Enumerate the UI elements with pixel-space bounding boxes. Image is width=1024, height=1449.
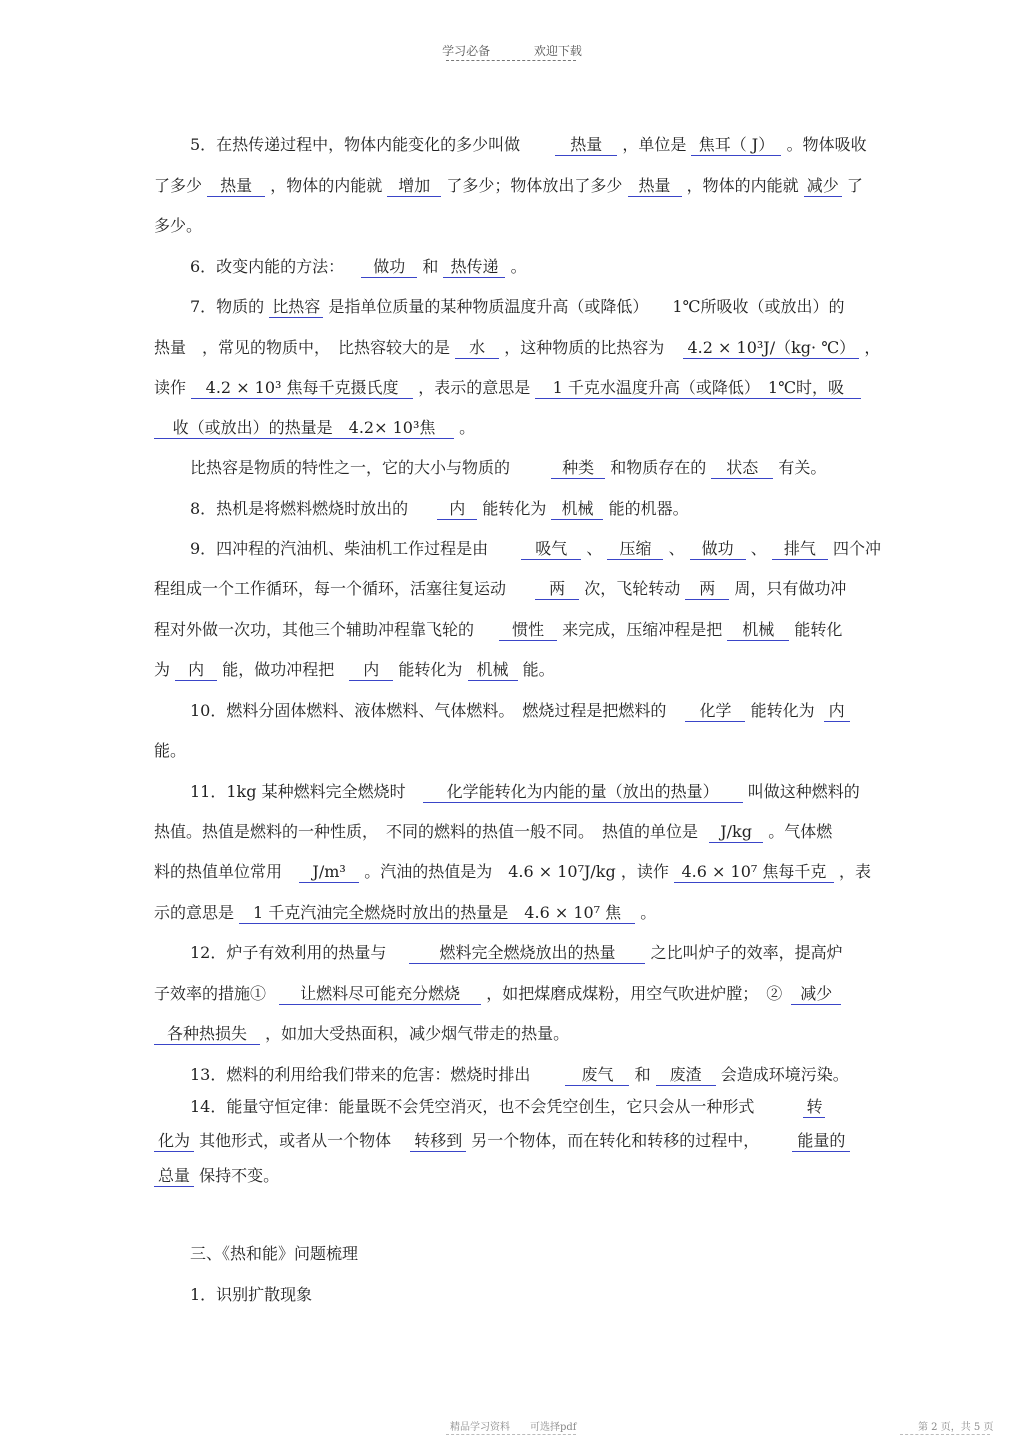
text: 程对外做一次功，其他三个辅助冲程靠飞轮的 [154, 620, 475, 639]
text: 热值。热值是燃料的一种性质， 不同的燃料的热值一般不同。 热值的单位是 [154, 822, 699, 841]
answer-blank: 机械 [727, 620, 789, 641]
answer-blank: 1 千克汽油完全燃烧时放出的热量是 4.6 × 10⁷ 焦 [239, 903, 635, 924]
footer-divider [446, 1434, 576, 1435]
answer-blank: 热量 [207, 176, 265, 197]
answer-blank: 减少 [791, 984, 841, 1005]
text: 能转化为 [750, 701, 815, 720]
text: 7．物质的 [190, 297, 265, 316]
answer-blank: 内 [824, 701, 850, 722]
answer-blank: 减少 [804, 176, 842, 197]
text: 能。 [522, 660, 555, 679]
q5-line2 [154, 175, 863, 197]
q9-line1 [190, 538, 881, 560]
answer-blank: 4.2 × 10³J/（kg· ℃） [683, 338, 859, 359]
q11-line2 [154, 821, 832, 843]
answer-blank: 转 [803, 1097, 825, 1118]
answer-blank: 化学 [685, 701, 745, 722]
q9-line3 [154, 619, 842, 641]
text: 、 [586, 539, 603, 558]
text: ，表示的意思是 [418, 378, 531, 397]
answer-blank: 机械 [551, 499, 603, 520]
q7-line2 [154, 337, 880, 359]
text: 。 [640, 903, 657, 922]
q12-line3 [154, 1023, 569, 1045]
text: 11．1kg 某种燃料完全燃烧时 [190, 782, 406, 801]
text: 示的意思是 [154, 903, 235, 922]
q14-line1 [190, 1096, 825, 1118]
text: 会造成环境污染。 [720, 1065, 849, 1084]
footer-left: 精品学习资料 可选择pdf [450, 1422, 577, 1433]
answer-blank: 化为 [154, 1131, 194, 1152]
text: 。 [459, 418, 476, 437]
answer-blank: 惯性 [499, 620, 557, 641]
text: 子效率的措施① [154, 984, 267, 1003]
header-right: 欢迎下载 [533, 44, 582, 58]
text: 、 [750, 539, 767, 558]
answer-blank: 废气 [565, 1065, 629, 1086]
q10-line1 [190, 700, 850, 722]
text: 13．燃料的利用给我们带来的危害：燃烧时排出 [190, 1065, 531, 1084]
text: 能的机器。 [608, 499, 689, 518]
answer-blank: 水 [455, 338, 499, 359]
q10-line2: 能。 [154, 741, 187, 760]
text: 6．改变内能的方法： [190, 257, 345, 276]
q13-line [190, 1064, 849, 1086]
text: 12．炉子有效利用的热量与 [190, 943, 387, 962]
answer-blank: 做功 [690, 539, 746, 560]
answer-blank: 比热容 [269, 297, 323, 318]
text: 、 [668, 539, 685, 558]
section-3-title: 三、《热和能》问题梳理 [190, 1244, 359, 1263]
answer-blank: 化学能转化为内能的量（放出的热量） [423, 782, 743, 803]
answer-blank: 两 [685, 579, 729, 600]
text: 能转化为 [398, 660, 463, 679]
text: ，如加大受热面积，减少烟气带走的热量。 [265, 1024, 570, 1043]
text: 叫做这种燃料的 [747, 782, 860, 801]
answer-blank: 两 [535, 579, 579, 600]
header-divider [446, 60, 576, 61]
answer-blank: 能量的 [792, 1131, 850, 1152]
answer-blank: 1 千克水温度升高（或降低） 1℃时，吸 [535, 378, 861, 399]
answer-blank: 总量 [154, 1166, 194, 1187]
text: 比热容是物质的特性之一，它的大小与物质的 [190, 458, 511, 477]
section-3-item-1: 1．识别扩散现象 [190, 1285, 313, 1304]
answer-blank: 做功 [361, 257, 417, 278]
text: 保持不变。 [199, 1166, 280, 1185]
page-number: 第 2 页，共 5 页 [918, 1422, 994, 1433]
text: 来完成，压缩冲程是把 [562, 620, 723, 639]
answer-blank: 燃料完全燃烧放出的热量 [409, 943, 645, 964]
q6-line [190, 256, 527, 278]
text: 热量 ，常见的物质中， 比热容较大的是 [154, 338, 451, 357]
answer-blank: 转移到 [410, 1131, 466, 1152]
page-header [0, 42, 1024, 59]
q14-line2 [154, 1130, 850, 1152]
answer-blank: 热传递 [443, 257, 505, 278]
q7-line5 [190, 457, 826, 479]
text: 8．热机是将燃料燃烧时放出的 [190, 499, 409, 518]
q11-line3 [154, 861, 871, 883]
q14-line3 [154, 1165, 279, 1187]
answer-blank: 4.2 × 10³ 焦每千克摄氏度 [191, 378, 413, 399]
text: 了多少 [154, 176, 203, 195]
answer-blank: 焦耳（ J） [691, 135, 781, 156]
text: 能转化为 [482, 499, 547, 518]
text: 程组成一个工作循环，每一个循环，活塞往复运动 [154, 579, 507, 598]
answer-blank: 热量 [555, 135, 617, 156]
answer-blank: 机械 [468, 660, 518, 681]
answer-blank: 4.6 × 10⁷ 焦每千克 [674, 862, 834, 883]
text: 了 [846, 176, 863, 195]
text: 四个冲 [832, 539, 881, 558]
q5-line1 [190, 134, 867, 156]
text: 9．四冲程的汽油机、柴油机工作过程是由 [190, 539, 489, 558]
text: 其他形式，或者从一个物体 [199, 1131, 392, 1150]
text: 和 [634, 1065, 651, 1084]
text: 10．燃料分固体燃料、液体燃料、气体燃料。 燃烧过程是把燃料的 [190, 701, 667, 720]
text: 和物质存在的 [610, 458, 707, 477]
text: 另一个物体，而在转化和转移的过程中， [471, 1131, 760, 1150]
text: 之比叫炉子的效率，提高炉 [650, 943, 843, 962]
text: 能，做功冲程把 [222, 660, 335, 679]
text: ，表 [839, 862, 872, 881]
text: 。汽油的热值是为 4.6 × 10⁷J/kg ，读作 [364, 862, 669, 881]
q5-line3: 多少。 [154, 216, 203, 235]
q12-line1 [190, 942, 843, 964]
q7-line4 [154, 417, 475, 439]
text: 。物体吸收 [786, 135, 867, 154]
text: ，这种物质的比热容为 [504, 338, 665, 357]
text: 5．在热传递过程中，物体内能变化的多少叫做 [190, 135, 521, 154]
text: 读作 [154, 378, 187, 397]
text: 。 [510, 257, 527, 276]
text: 料的热值单位常用 [154, 862, 283, 881]
answer-blank: J/kg [709, 822, 763, 843]
text: ，单位是 [622, 135, 687, 154]
text: 了多少；物体放出了多少 [446, 176, 623, 195]
answer-blank: 收（或放出）的热量是 4.2× 10³焦 [154, 418, 454, 439]
q8-line [190, 498, 689, 520]
text: 次，飞轮转动 [584, 579, 681, 598]
text: 和 [422, 257, 439, 276]
answer-blank: 吸气 [521, 539, 581, 560]
text: 有关。 [778, 458, 827, 477]
answer-blank: 内 [437, 499, 477, 520]
header-left: 学习必备 [442, 44, 491, 58]
answer-blank: 排气 [772, 539, 828, 560]
text: 能转化 [794, 620, 843, 639]
text: 14．能量守恒定律：能量既不会凭空消灭，也不会凭空创生，它只会从一种形式 [190, 1097, 755, 1116]
q12-line2 [154, 983, 841, 1005]
answer-blank: 废渣 [656, 1065, 716, 1086]
answer-blank: J/m³ [299, 862, 359, 883]
text: 为 [154, 660, 171, 679]
answer-blank: 各种热损失 [154, 1024, 260, 1045]
q9-line4 [154, 659, 555, 681]
footer-divider-right [900, 1434, 990, 1435]
answer-blank: 增加 [387, 176, 441, 197]
q9-line2 [154, 578, 846, 600]
text: ，物体的内能就 [686, 176, 799, 195]
text: 。气体燃 [768, 822, 833, 841]
text: 是指单位质量的某种物质温度升高（或降低） 1℃所吸收（或放出）的 [328, 297, 845, 316]
answer-blank: 让燃料尽可能充分燃烧 [279, 984, 481, 1005]
answer-blank: 热量 [628, 176, 682, 197]
q7-line1 [190, 296, 844, 318]
answer-blank: 内 [175, 660, 217, 681]
text: ， [864, 338, 881, 357]
answer-blank: 压缩 [607, 539, 663, 560]
answer-blank: 状态 [711, 458, 773, 479]
text: ，物体的内能就 [270, 176, 383, 195]
text: 周，只有做功冲 [734, 579, 847, 598]
text: ，如把煤磨成煤粉，用空气吹进炉膛； ② [486, 984, 783, 1003]
q11-line4 [154, 902, 656, 924]
q7-line3 [154, 377, 861, 399]
answer-blank: 种类 [551, 458, 605, 479]
answer-blank: 内 [349, 660, 393, 681]
q11-line1 [190, 781, 860, 803]
